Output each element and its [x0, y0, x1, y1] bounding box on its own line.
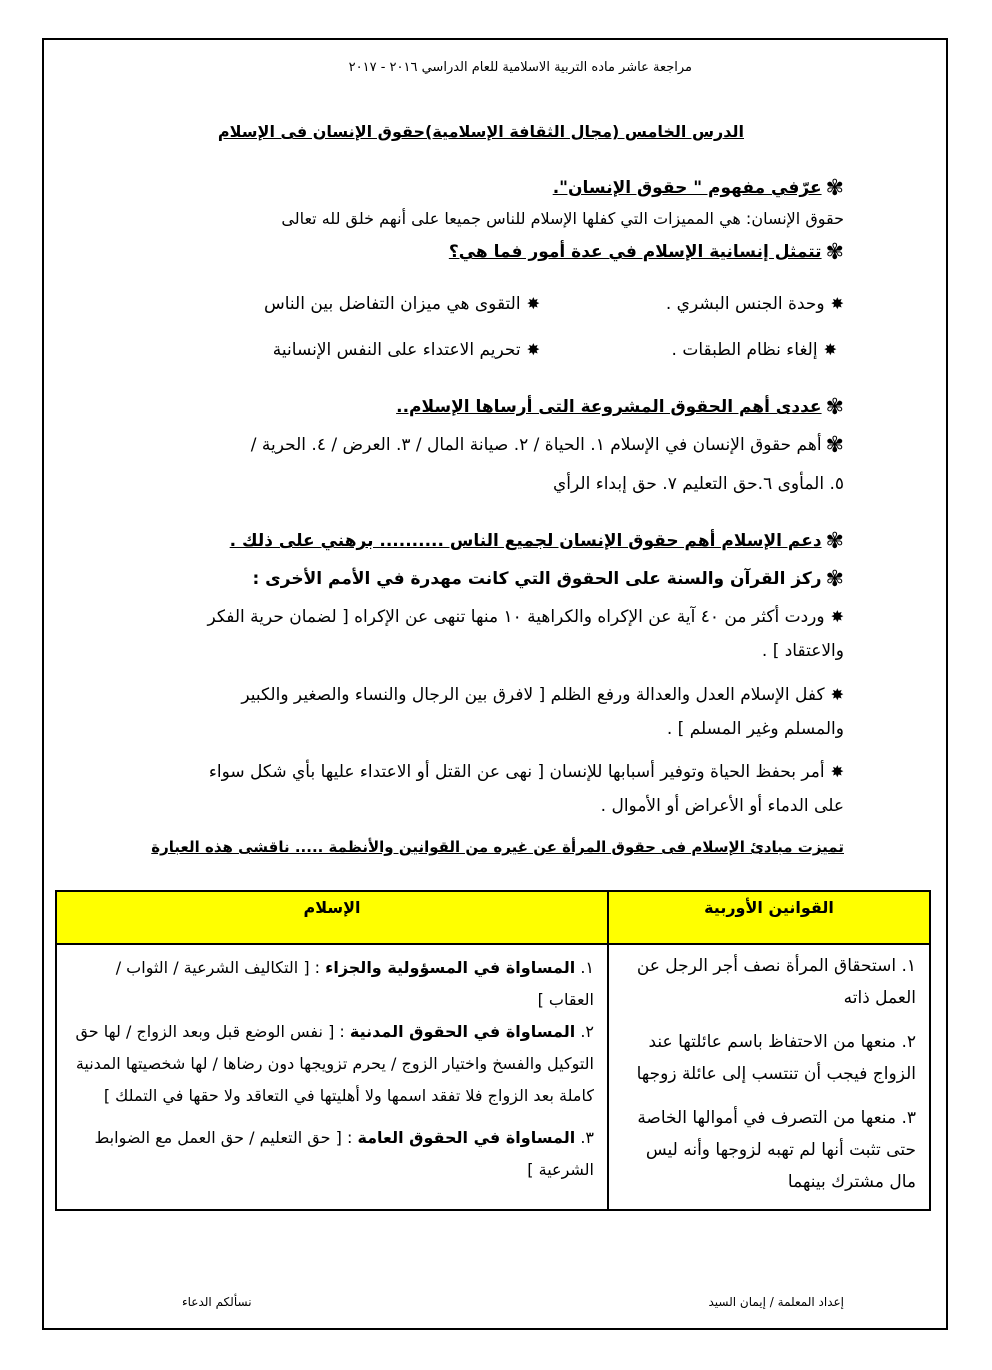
rights-line-1: ✾أهم حقوق الإنسان في الإسلام ١. الحياة / ٢. صيانة المال / ٣. العرض / ٤. الحرية /	[250, 433, 844, 458]
flower-icon: ✾	[825, 433, 844, 458]
islam-cell	[56, 944, 608, 1210]
flower-icon: ✾	[825, 176, 844, 201]
comparison-table	[55, 890, 931, 1211]
question-1-title: عرّفي مفهوم " حقوق الإنسان".	[552, 178, 822, 198]
bullet-icon: ✸	[830, 294, 844, 313]
table-header-row	[56, 891, 930, 944]
rights-line-2: ٥. المأوى ٦.حق التعليم ٧. حق إبداء الرأي	[553, 474, 844, 494]
bullet-icon: ✸	[830, 685, 844, 704]
bullet-icon: ✸	[526, 294, 540, 313]
list-item: ✸التقوى هي ميزان التفاضل بين الناس	[264, 294, 540, 314]
list-item: ✸وحدة الجنس البشري .	[665, 294, 844, 314]
evidence-point: ✸وردت أكثر من ٤٠ آية عن الإكراه والكراهية ١٠ منها تنهى عن الإكراه [ لضمان حرية الفكر والاعتقاد ] .	[207, 607, 844, 661]
column-header-islam: الإسلام	[56, 891, 608, 944]
page-header: مراجعة عاشر ماده التربية الاسلامية للعام الدراسي ٢٠١٦ - ٢٠١٧	[348, 60, 692, 75]
question-2-title: تتمثل إنسانية الإسلام في عدة أمور فما هي؟	[448, 242, 822, 262]
footer-prayer: نسألكم الدعاء	[182, 1295, 252, 1309]
evidence-point: ✸كفل الإسلام العدل والعدالة ورفع الظلم [ لافرق بين الرجال والنساء والصغير والكبير والمسلم وغير المسلم ] .	[241, 685, 844, 739]
islam-item: ٢. المساواة في الحقوق المدنية : [ نفس الوضع قبل وبعد الزواج / لها حق التوكيل والفسخ واختيار الزوج / يحرم تزويجها دون رضاها / لها شخصيتها المدنية كاملة بعد الزواج فلا تفقد اسمها ولا أهليتها في التعاقد ولا حقها في التملك ]	[75, 1022, 594, 1105]
question-5	[252, 567, 844, 592]
bullet-icon: ✸	[526, 340, 540, 359]
question-1	[553, 176, 844, 201]
question-2	[449, 240, 844, 265]
islam-item: ٣. المساواة في الحقوق العامة : [ حق التعليم / حق العمل مع الضوابط الشرعية ]	[94, 1128, 594, 1179]
bullet-icon: ✸	[830, 607, 844, 626]
column-header-laws: القوانين الأوربية	[608, 891, 930, 944]
islam-item: ١. المساواة في المسؤولية والجزاء : [ التكاليف الشرعية / الثواب / العقاب ]	[115, 958, 594, 1009]
bullet-icon: ✸	[823, 340, 837, 359]
question-3	[396, 395, 844, 420]
flower-icon: ✾	[825, 529, 844, 554]
question-3-title: عددى أهم الحقوق المشروعة التى أرساها الإسلام..	[396, 397, 822, 417]
question-5-title: ركز القرآن والسنة على الحقوق التي كانت مهدرة في الأمم الأخرى :	[252, 569, 822, 589]
bullet-icon: ✸	[830, 762, 844, 781]
definition-answer: حقوق الإنسان: هي المميزات التي كفلها الإسلام للناس جميعا على أنهم خلق لله تعالى	[281, 209, 844, 228]
flower-icon: ✾	[825, 240, 844, 265]
footer-author: إعداد المعلمة / إيمان السيد	[708, 1295, 844, 1309]
law-item: ٢. منعها من الاحتفاظ باسم عائلتها عند الزواج فيجب أن تنتسب إلى عائلة زوجها	[636, 1032, 916, 1084]
islam-item-heading: المساواة في المسؤولية والجزاء	[325, 958, 576, 977]
islam-item-heading: المساواة في الحقوق المدنية	[349, 1022, 576, 1041]
laws-cell	[608, 944, 930, 1210]
islam-item-heading: المساواة في الحقوق العامة	[357, 1128, 576, 1147]
law-item: ١. استحقاق المرأة نصف أجر الرجل عن العمل ذاته	[636, 956, 916, 1008]
lesson-title: الدرس الخامس (مجال الثقافة الإسلامية)حقوق الإنسان فى الإسلام	[217, 122, 744, 141]
list-item: ✸تحريم الاعتداء على النفس الإنسانية	[272, 340, 540, 360]
question-6-title: تميزت مبادئ الإسلام فى حقوق المرأة عن غيره من القوانين والأنظمة ..... ناقشى هذه العبارة	[151, 838, 844, 856]
list-item: ✸إلغاء نظام الطبقات .	[671, 340, 837, 360]
question-4	[230, 529, 844, 554]
flower-icon: ✾	[825, 395, 844, 420]
table-row	[56, 944, 930, 1210]
question-4-title: دعم الإسلام أهم حقوق الإنسان لجميع الناس .......... برهني على ذلك .	[229, 531, 822, 551]
evidence-point: ✸أمر بحفظ الحياة وتوفير أسبابها للإنسان [ نهى عن القتل أو الاعتداء عليها بأي شكل سواء على الدماء أو الأعراض أو الأموال .	[208, 762, 844, 816]
flower-icon: ✾	[825, 567, 844, 592]
law-item: ٣. منعها من التصرف في أموالها الخاصة حتى تثبت أنها لم تهبه لزوجها وأنه ليس مال مشترك بينهما	[637, 1108, 916, 1192]
